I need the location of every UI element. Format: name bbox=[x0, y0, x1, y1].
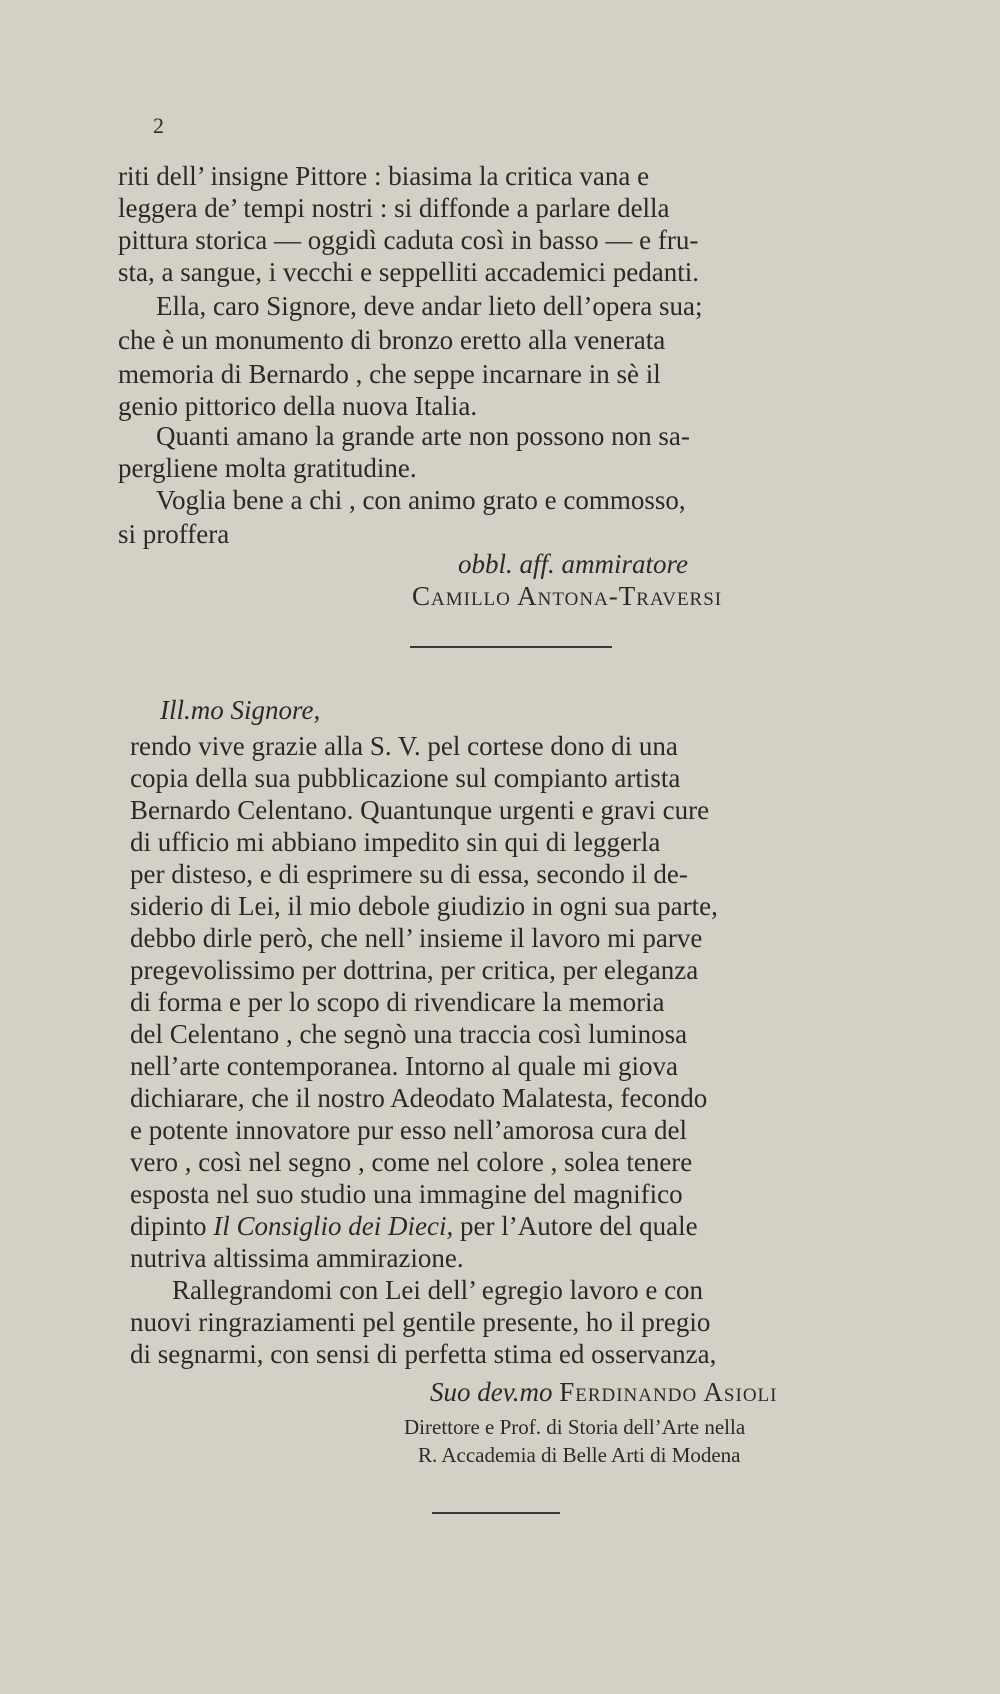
text-line: copia della sua pubblicazione sul compianto artista bbox=[130, 763, 681, 793]
text-line: sta, a sangue, i vecchi e seppelliti accademici pedanti. bbox=[118, 257, 700, 287]
text-line: di segnarmi, con sensi di perfetta stima ed osservanza, bbox=[130, 1339, 717, 1369]
text-line: Ella, caro Signore, deve andar lieto dell’opera sua; bbox=[156, 291, 703, 321]
letter1-signature: Camillo Antona-Traversi bbox=[412, 581, 723, 611]
text-line: nell’arte contemporanea. Intorno al quale mi giova bbox=[130, 1051, 679, 1081]
letter2-signature: Ferdinando Asioli bbox=[559, 1377, 778, 1407]
text-line: esposta nel suo studio una immagine del magnifico bbox=[130, 1179, 683, 1209]
text-line: del Celentano , che segnò una traccia così luminosa bbox=[130, 1019, 688, 1049]
section-divider bbox=[410, 646, 612, 648]
painting-title: Il Consiglio dei Dieci, bbox=[213, 1211, 454, 1241]
letter2-closing: Suo dev.mo bbox=[430, 1377, 553, 1407]
text-line: per disteso, e di esprimere su di essa, secondo il de- bbox=[130, 859, 688, 889]
letter2-salutation: Ill.mo Signore, bbox=[160, 695, 321, 725]
signatory-role: Direttore e Prof. di Storia dell’Arte nella bbox=[404, 1415, 746, 1439]
text-line: leggera de’ tempi nostri : si diffonde a parlare della bbox=[118, 193, 670, 223]
text-line: Quanti amano la grande arte non possono non sa- bbox=[156, 421, 690, 451]
text-line: riti dell’ insigne Pittore : biasima la critica vana e bbox=[118, 161, 650, 191]
text-span: dipinto bbox=[130, 1211, 207, 1241]
text-line: rendo vive grazie alla S. V. pel cortese dono di una bbox=[130, 731, 678, 761]
page-number: 2 bbox=[153, 113, 164, 138]
text-line: che è un monumento di bronzo eretto alla venerata bbox=[118, 325, 666, 355]
letter1-closing: obbl. aff. ammiratore bbox=[458, 549, 689, 579]
text-line: siderio di Lei, il mio debole giudizio in ogni sua parte, bbox=[130, 891, 718, 921]
text-span: per l’Autore del quale bbox=[459, 1211, 698, 1241]
text-line: vero , così nel segno , come nel colore , solea tenere bbox=[130, 1147, 693, 1177]
text-line: e potente innovatore pur esso nell’amorosa cura del bbox=[130, 1115, 688, 1145]
text-line: nuovi ringraziamenti pel gentile presente, ho il pregio bbox=[130, 1307, 711, 1337]
text-line: genio pittorico della nuova Italia. bbox=[118, 391, 478, 421]
text-line: pregevolissimo per dottrina, per critica, per eleganza bbox=[130, 955, 699, 985]
text-line: memoria di Bernardo , che seppe incarnare in sè il bbox=[118, 359, 661, 389]
text-line: debbo dirle però, che nell’ insieme il lavoro mi parve bbox=[130, 923, 703, 953]
text-line: di ufficio mi abbiano impedito sin qui di leggerla bbox=[130, 827, 661, 857]
text-line: Bernardo Celentano. Quantunque urgenti e gravi cure bbox=[130, 795, 710, 825]
text-line: Voglia bene a chi , con animo grato e commosso, bbox=[156, 485, 686, 515]
text-line: pergliene molta gratitudine. bbox=[118, 453, 417, 483]
text-line bbox=[130, 1210, 698, 1242]
text-line: nutriva altissima ammirazione. bbox=[130, 1243, 464, 1273]
text-line: si proffera bbox=[118, 519, 230, 549]
text-line: dichiarare, che il nostro Adeodato Malatesta, fecondo bbox=[130, 1083, 708, 1113]
text-line: pittura storica — oggidì caduta così in basso — e fru- bbox=[118, 225, 699, 255]
letter2-signature-line bbox=[430, 1376, 777, 1408]
signatory-institution: R. Accademia di Belle Arti di Modena bbox=[418, 1443, 741, 1467]
section-divider bbox=[432, 1512, 560, 1514]
text-line: di forma e per lo scopo di rivendicare la memoria bbox=[130, 987, 665, 1017]
text-line: Rallegrandomi con Lei dell’ egregio lavoro e con bbox=[172, 1275, 704, 1305]
